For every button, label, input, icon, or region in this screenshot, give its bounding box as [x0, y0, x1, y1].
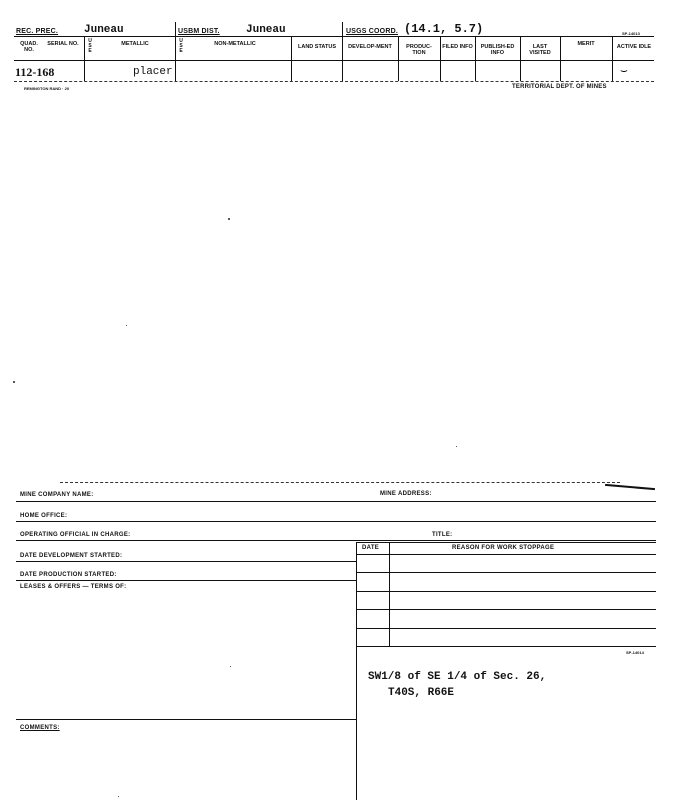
production-label: PRODUC-TION: [406, 44, 432, 56]
divider: [84, 37, 85, 81]
scan-speck: [126, 325, 127, 326]
table-row-rule: [356, 572, 656, 573]
rule: [356, 542, 656, 543]
use-nonmetallic-label: USE: [179, 38, 183, 54]
divider: [440, 37, 441, 81]
column-header-rule: [14, 60, 654, 61]
table-left-border: [356, 542, 357, 800]
operating-official-label: OPERATING OFFICIAL IN CHARGE:: [20, 532, 131, 538]
nonmetallic-label: NON-METALLIC: [214, 41, 256, 47]
quad-serial-value: 112-168: [15, 65, 55, 79]
divider: [560, 37, 561, 81]
location-line-1: SW1/8 of SE 1/4 of Sec. 26,: [368, 671, 547, 683]
top-form-number: SP-14013: [622, 31, 640, 36]
rule: [16, 580, 356, 581]
development-label: DEVELOP-MENT: [348, 44, 392, 50]
published-info-label: PUBLISH-ED INFO: [480, 44, 515, 56]
stoppage-reason-header: REASON FOR WORK STOPPAGE: [452, 545, 555, 551]
lower-form-number: SP-14014: [626, 650, 644, 655]
rec-prec-value: Juneau: [84, 24, 124, 36]
torn-edge: [605, 484, 655, 490]
table-row-rule: [356, 609, 656, 610]
title-label: TITLE:: [432, 532, 453, 538]
scan-speck: [118, 796, 119, 797]
mine-company-name-label: MINE COMPANY NAME:: [20, 492, 94, 498]
leases-label: LEASES & OFFERS — TERMS OF:: [20, 584, 127, 590]
divider: [175, 22, 176, 81]
table-row-rule: [356, 554, 656, 555]
usgs-coord-value: (14.1, 5.7): [404, 22, 484, 36]
scan-speck: [230, 666, 231, 667]
rule: [16, 561, 356, 562]
divider: [520, 37, 521, 81]
record-rule: [14, 81, 654, 82]
active-idle-label: ACTIVE IDLE: [616, 44, 652, 50]
divider: [342, 22, 343, 81]
land-status-label: LAND STATUS: [298, 44, 336, 50]
agency-name: TERRITORIAL DEPT. OF MINES: [512, 84, 607, 90]
card-top-edge: [60, 482, 620, 483]
active-idle-mark: ⌣: [620, 63, 628, 77]
divider: [291, 37, 292, 81]
rule: [16, 719, 356, 720]
rule: [16, 540, 656, 541]
scan-speck: [13, 381, 15, 383]
scan-speck: [456, 446, 457, 447]
usbm-dist-value: Juneau: [246, 24, 286, 36]
serial-no-label: SERIAL NO.: [47, 41, 79, 47]
rule: [16, 521, 656, 522]
filed-info-label: FILED INFO: [442, 44, 473, 50]
home-office-label: HOME OFFICE:: [20, 513, 68, 519]
mine-address-label: MINE ADDRESS:: [380, 491, 432, 497]
date-production-label: DATE PRODUCTION STARTED:: [20, 572, 117, 578]
metallic-entry: placer: [133, 66, 173, 78]
divider: [475, 37, 476, 81]
table-row-rule: [356, 646, 656, 647]
header-rule: [14, 36, 654, 37]
comments-label: COMMENTS:: [20, 725, 60, 731]
quad-no-label: QUAD. NO.: [20, 41, 38, 53]
table-row-rule: [356, 591, 656, 592]
metallic-label: METALLIC: [121, 41, 149, 47]
location-note: [368, 669, 546, 701]
usbm-dist-label: USBM DIST.: [178, 28, 220, 35]
last-visited-label: LAST VISITED: [529, 44, 551, 56]
merit-label: MERIT: [577, 41, 595, 47]
stoppage-date-header: DATE: [362, 545, 380, 551]
date-development-label: DATE DEVELOPMENT STARTED:: [20, 553, 123, 559]
location-line-2: T40S, R66E: [388, 687, 455, 699]
divider: [612, 37, 613, 81]
rule: [16, 501, 656, 502]
scan-speck: [228, 218, 230, 220]
printer-imprint: REMINGTON RAND · 20: [24, 86, 70, 91]
use-metallic-label: USE: [88, 38, 92, 54]
usgs-coord-label: USGS COORD.: [346, 28, 398, 35]
table-row-rule: [356, 628, 656, 629]
table-divider: [389, 542, 390, 646]
rec-prec-label: REC. PREC.: [16, 28, 59, 35]
divider: [398, 37, 399, 81]
